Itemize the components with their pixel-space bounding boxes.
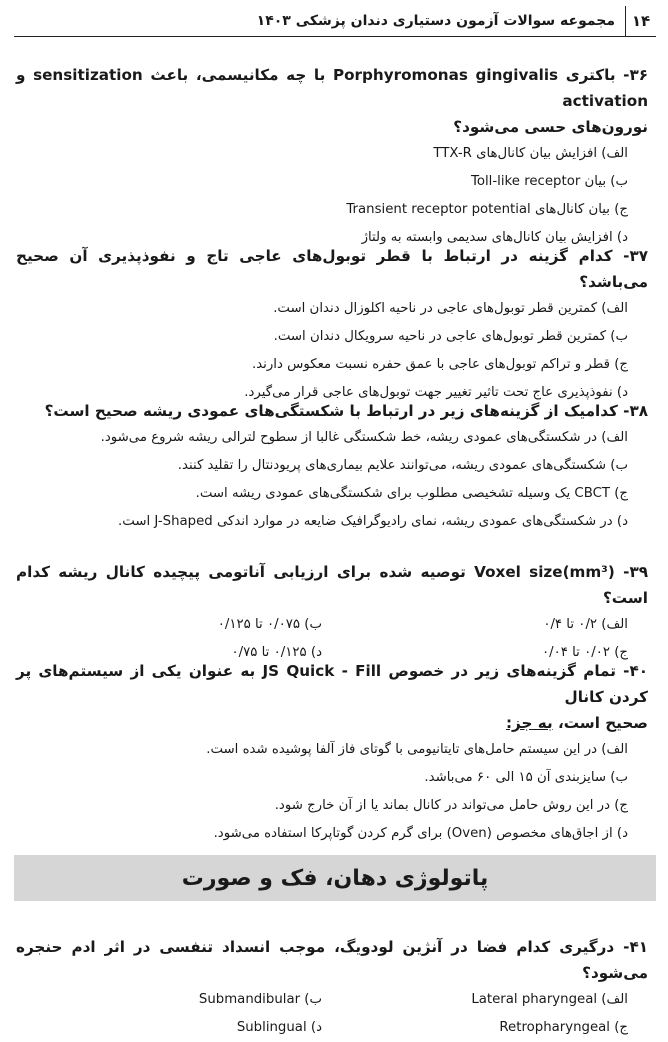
page-header [14, 6, 656, 37]
options-grid [16, 986, 648, 1042]
section-title: پاتولوژی دهان، فک و صورت [181, 865, 489, 891]
option-d: د) نفوذپذیری عاج تحت تاثیر تغییر جهت توبول‌های عاجی قرار می‌گیرد. [244, 385, 628, 400]
option-a: الف) Lateral pharyngeal [471, 992, 628, 1007]
option-c: ج) ۰/۰۲ تا ۰/۰۴ [541, 645, 628, 660]
option-c: ج) Retropharyngeal [499, 1020, 628, 1035]
question-title: ۳۹- (mm³)Voxel size توصیه شده برای ارزیابی آناتومی پیچیده کانال ریشه کدام است؟ [16, 563, 648, 607]
question-title-line [16, 710, 648, 736]
option-b: ب) ۰/۰۷۵ تا ۰/۱۲۵ [217, 617, 322, 632]
option-d: د) Sublingual [236, 1020, 322, 1035]
book-title: مجموعه سوالات آزمون دستیاری دندان پزشکی ۱۴۰۳ [256, 13, 615, 29]
option-d: د) ۰/۱۲۵ تا ۰/۷۵ [231, 645, 322, 660]
section-banner [14, 855, 656, 901]
option-d: د) افزایش بیان کانال‌های سدیمی وابسته به ولتاژ [361, 230, 628, 245]
question-title: ۴۱- درگیری کدام فضا در آنژین لودویگ، موجب انسداد تنفسی در اثر ادم حنجره می‌شود؟ [16, 938, 648, 982]
option-b: ب) سایزبندی آن ۱۵ الی ۶۰ می‌باشد. [424, 770, 628, 785]
option-a: الف) کمترین قطر توبول‌های عاجی در ناحیه اکلوزال دندان است. [273, 301, 628, 316]
option-b: ب) Submandibular [198, 992, 322, 1007]
option-c: ج) بیان کانال‌های Transient receptor potential [346, 202, 628, 217]
question-title-line: ۴۰- تمام گزینه‌های زیر در خصوص JS Quick - Fill به عنوان یکی از سیستم‌های پر کردن کانال [16, 662, 648, 706]
question-36 [16, 62, 648, 252]
option-c: ج) قطر و تراکم توبول‌های عاجی با عمق حفره نسبت معکوس دارند. [251, 357, 628, 372]
question-37 [16, 243, 648, 407]
option-d: د) در شکستگی‌های عمودی ریشه، نمای رادیوگرافیک ضایعه در موارد اندکی J-Shaped است. [118, 514, 628, 529]
option-a: الف) ۰/۲ تا ۰/۴ [543, 617, 628, 632]
question-38 [16, 398, 648, 536]
question-title [16, 62, 648, 140]
question-41 [16, 934, 648, 1042]
question-40 [16, 658, 648, 848]
question-title [16, 658, 648, 736]
question-title: ۳۷- کدام گزینه در ارتباط با قطر توبول‌های عاجی تاج و نفوذپذیری آن صحیح می‌باشد؟ [16, 247, 648, 291]
option-a: الف) در این سیستم حامل‌های تایتانیومی با گوتای فاز آلفا پوشیده شده است. [206, 742, 628, 757]
question-39 [16, 559, 648, 667]
question-title-part: صحیح است، [552, 714, 648, 732]
question-title: ۳۸- کدامیک از گزینه‌های زیر در ارتباط با شکستگی‌های عمودی ریشه صحیح است؟ [44, 402, 648, 420]
option-a: الف) در شکستگی‌های عمودی ریشه، خط شکستگی غالبا از سطوح لترالی ریشه شروع می‌شود. [100, 430, 628, 445]
option-c: ج) CBCT یک وسیله تشخیصی مطلوب برای شکستگی‌های عمودی ریشه است. [195, 486, 628, 501]
option-b: ب) بیان Toll-like receptor [470, 174, 628, 189]
option-d: د) از اجاق‌های مخصوص (Oven) برای گرم کردن گوتاپرکا استفاده می‌شود. [213, 826, 628, 841]
except-marker: به جز: [505, 714, 553, 732]
question-title-line: نورون‌های حسی می‌شود؟ [453, 118, 648, 136]
option-c: ج) در این روش حامل می‌تواند در کانال بماند یا از آن خارج شود. [274, 798, 628, 813]
page-number: ۱۴ [625, 6, 656, 36]
option-b: ب) شکستگی‌های عمودی ریشه، می‌توانند علایم بیماری‌های پریودنتال را تقلید کنند. [177, 458, 628, 473]
option-b: ب) کمترین قطر توبول‌های عاجی در ناحیه سرویکال دندان است. [273, 329, 628, 344]
question-title-line: ۳۶- باکتری Porphyromonas gingivalis با چه مکانیسمی، باعث sensitization و activation [16, 66, 648, 110]
option-a: الف) افزایش بیان کانال‌های TTX-R [433, 146, 628, 161]
